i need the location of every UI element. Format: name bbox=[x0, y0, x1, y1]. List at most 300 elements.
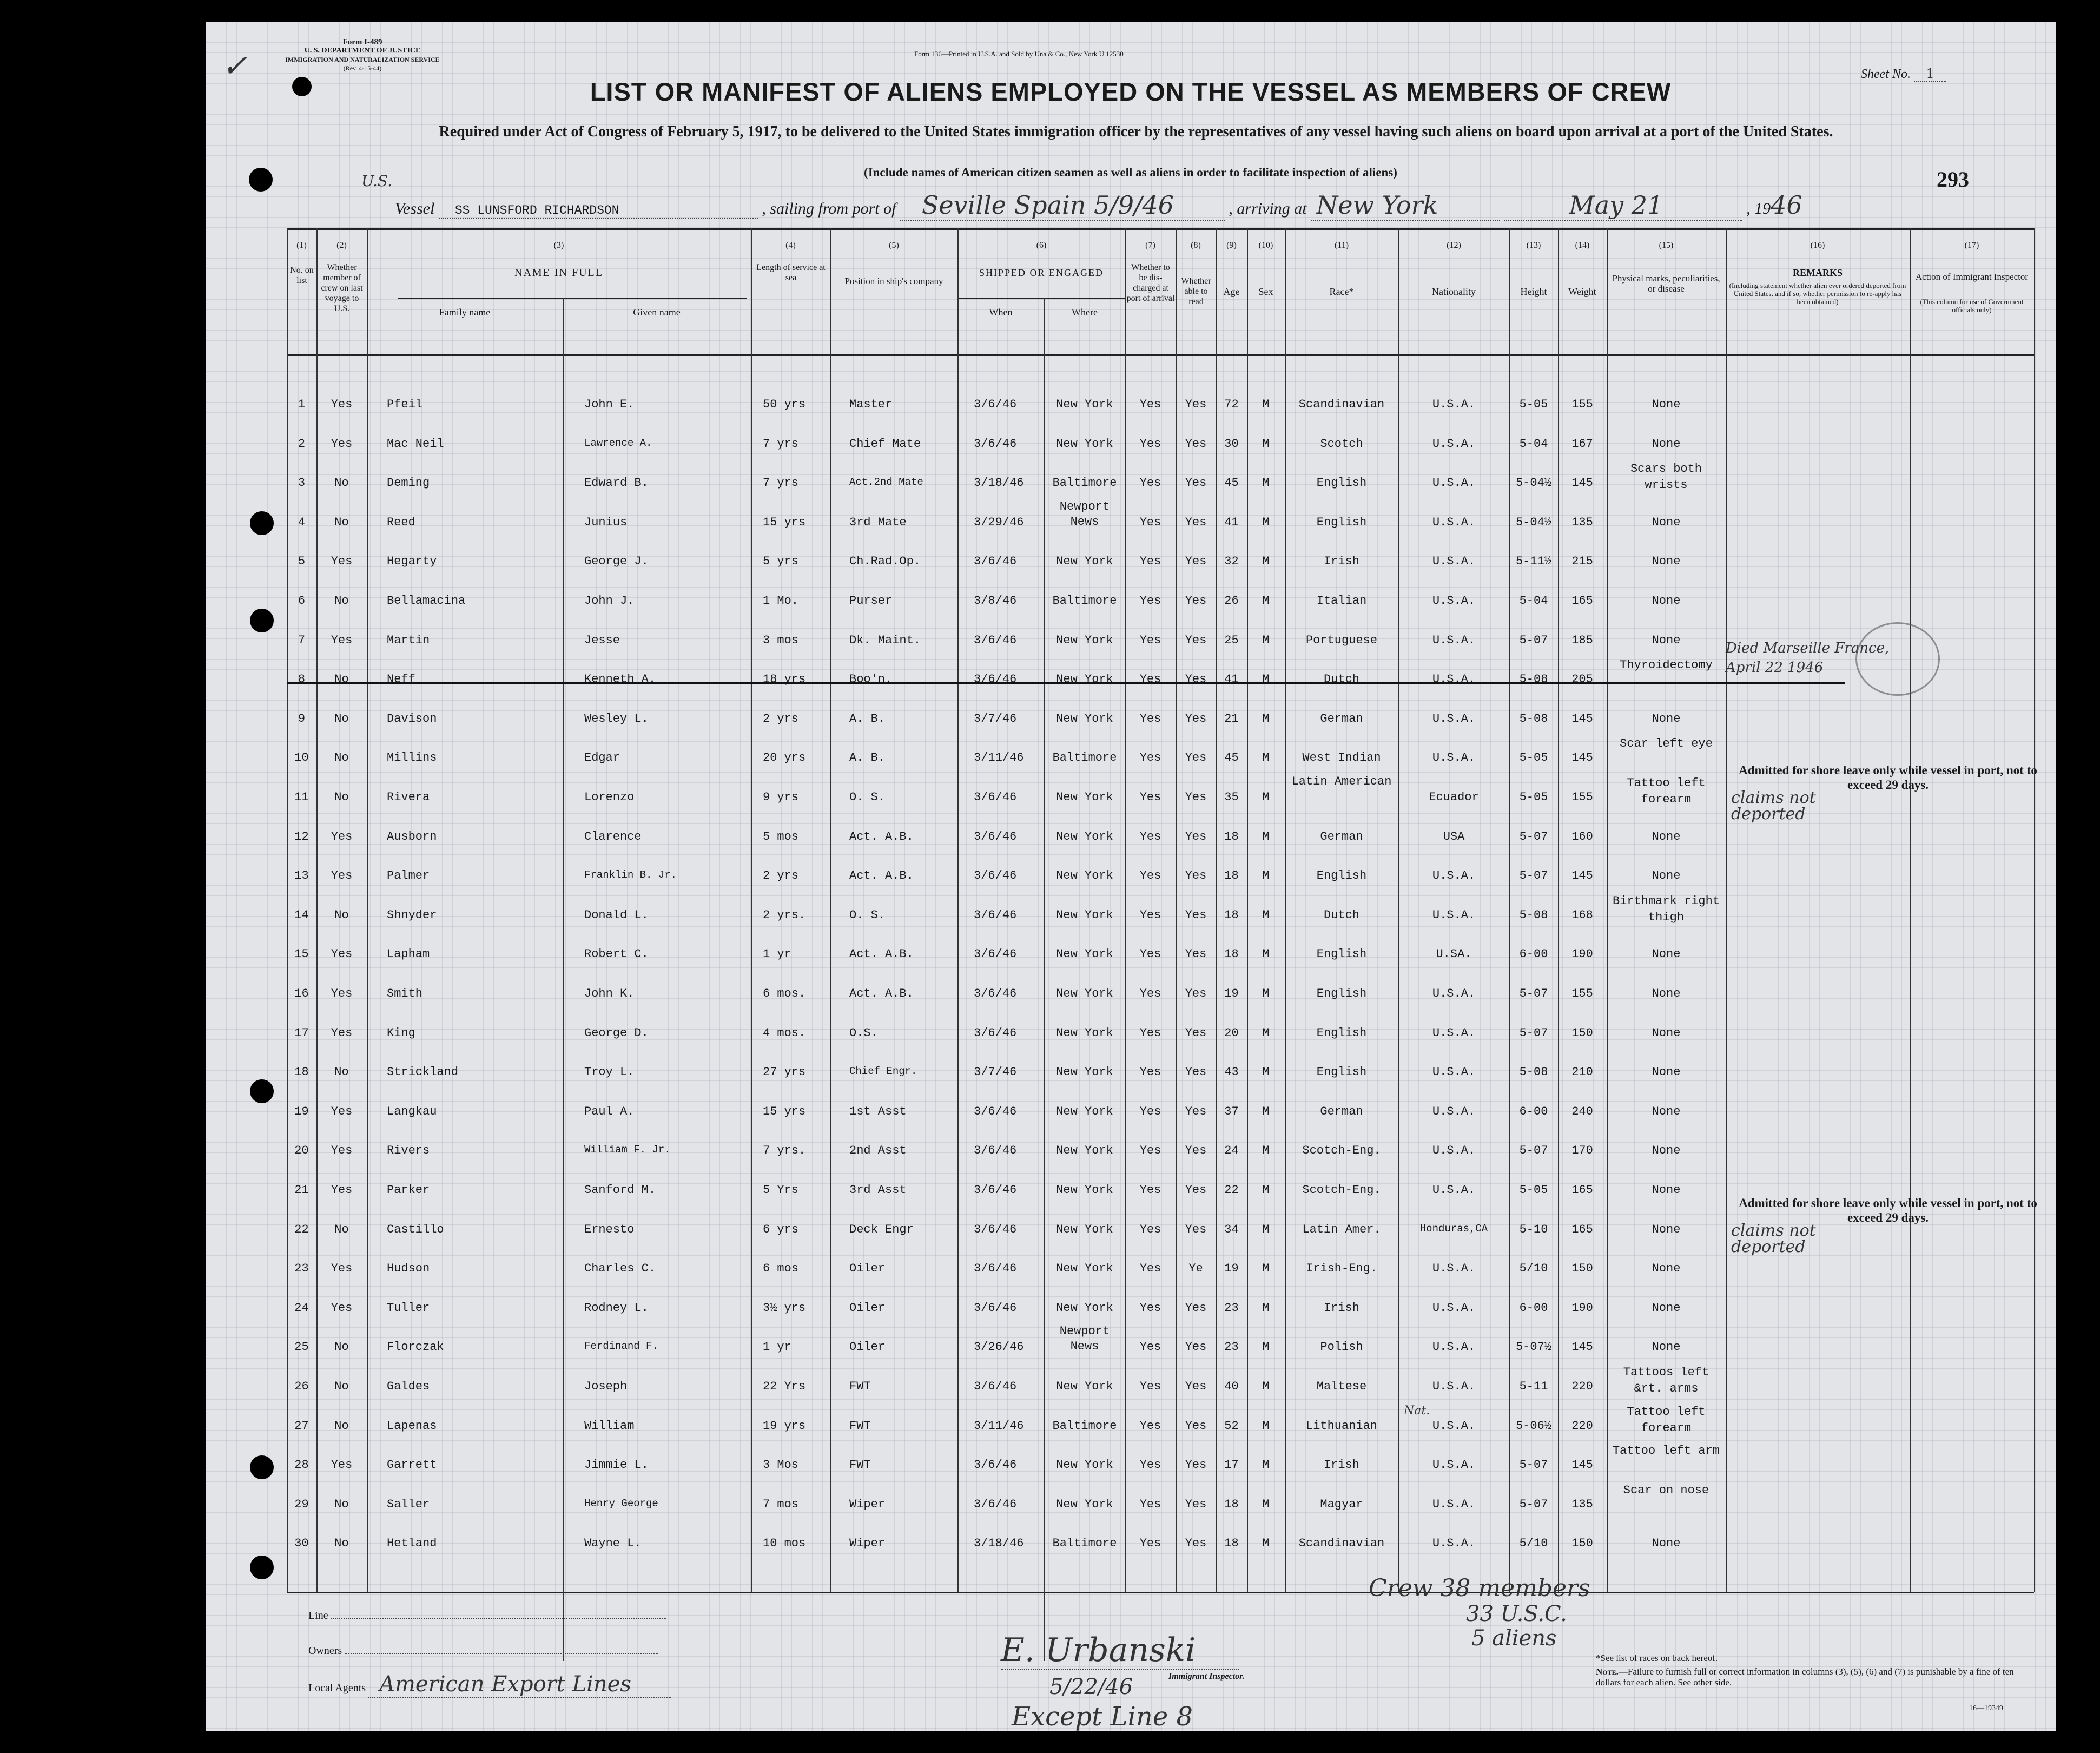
cell-position: Act. A.B. bbox=[849, 947, 914, 961]
cell-race: Irish-Eng. bbox=[1305, 1262, 1378, 1275]
cell-height: 5-05 bbox=[1519, 751, 1548, 765]
cell-marks: None bbox=[1652, 398, 1681, 411]
column-number: (5) bbox=[889, 241, 899, 250]
cell-prior: Yes bbox=[331, 987, 353, 1000]
header-able-to-read: Whether able to read bbox=[1181, 276, 1211, 306]
sailing-label: , sailing from port of bbox=[762, 200, 896, 218]
cell-discharged: Yes bbox=[1139, 476, 1161, 490]
port-from: Seville Spain 5/9/46 bbox=[900, 190, 1225, 221]
cell-marks: Thyroidectomy bbox=[1620, 658, 1713, 672]
cell-when: 3/6/46 bbox=[974, 1183, 1017, 1197]
cell-where: New York bbox=[1056, 1458, 1113, 1472]
owners-blank bbox=[345, 1653, 658, 1654]
cell-sex: M bbox=[1262, 1026, 1270, 1040]
cell-no: 10 bbox=[294, 751, 309, 765]
cell-where: New York bbox=[1056, 1301, 1113, 1315]
cell-read: Yes bbox=[1185, 790, 1207, 804]
cell-family: Bellamacina bbox=[387, 594, 466, 608]
cell-when: 3/6/46 bbox=[974, 1301, 1017, 1315]
cell-position: 1st Asst bbox=[849, 1105, 907, 1118]
cell-no: 9 bbox=[298, 712, 306, 726]
header-remarks-note: (Including statement whether alien ever ordered deported from United States, and if so, whether permission to re-apply has been obtained) bbox=[1729, 281, 1906, 306]
cell-marks: Tattoo left arm bbox=[1612, 1444, 1720, 1458]
cell-weight: 215 bbox=[1571, 555, 1593, 568]
header-discharged: Whether to be dis-charged at port of arrival bbox=[1126, 263, 1175, 303]
cell-sex: M bbox=[1262, 1105, 1270, 1118]
column-number: (3) bbox=[553, 241, 564, 250]
cell-no: 25 bbox=[294, 1340, 309, 1354]
cell-race: Scandinavian bbox=[1298, 1537, 1385, 1550]
cell-height: 5-05 bbox=[1519, 1183, 1548, 1197]
cell-where: Baltimore bbox=[1052, 594, 1117, 608]
cell-position: A. B. bbox=[849, 751, 886, 765]
cell-family: Martin bbox=[387, 634, 430, 647]
header-given-name: Given name bbox=[633, 307, 681, 318]
cell-sex: M bbox=[1262, 476, 1270, 490]
cell-where: New York bbox=[1056, 869, 1113, 882]
cell-read: Yes bbox=[1185, 1340, 1207, 1354]
cell-read: Yes bbox=[1185, 1498, 1207, 1511]
cell-given: Sanford M. bbox=[584, 1183, 656, 1197]
cell-height: 5-04 bbox=[1519, 437, 1548, 451]
cell-when: 3/8/46 bbox=[974, 594, 1017, 608]
cell-where: New York bbox=[1056, 1498, 1113, 1511]
cell-family: Neff bbox=[387, 673, 415, 686]
header-when: When bbox=[989, 307, 1013, 318]
cell-age: 19 bbox=[1224, 987, 1239, 1000]
cell-where: New York bbox=[1056, 555, 1113, 568]
cell-where: New York bbox=[1056, 1065, 1113, 1079]
cell-when: 3/6/46 bbox=[974, 790, 1017, 804]
cell-read: Yes bbox=[1185, 1537, 1207, 1550]
cell-prior: No bbox=[334, 1340, 349, 1354]
cell-age: 45 bbox=[1224, 476, 1239, 490]
cell-sex: M bbox=[1262, 987, 1270, 1000]
cell-sex: M bbox=[1262, 1065, 1270, 1079]
subtitle: Required under Act of Congress of February 5, 1917, to be delivered to the United States immigration officer by the representatives of any vessel having such aliens on board upon arrival at a port of the United States. bbox=[439, 123, 1833, 140]
cell-marks: Tattoos left &rt. arms bbox=[1623, 1366, 1709, 1395]
cell-height: 5-05 bbox=[1519, 790, 1548, 804]
cell-height: 5-05 bbox=[1519, 398, 1548, 411]
remark-row21-hand: claims not deported bbox=[1731, 1221, 1816, 1256]
cell-marks: None bbox=[1652, 1537, 1681, 1550]
header-bottom-rule bbox=[287, 354, 2034, 356]
cell-given: George J. bbox=[584, 555, 649, 568]
cell-given: Troy L. bbox=[584, 1065, 635, 1079]
name-subrule bbox=[398, 298, 747, 299]
cell-nationality: U.S.A. bbox=[1432, 1262, 1476, 1275]
table-row bbox=[206, 431, 2056, 470]
page-title: LIST OR MANIFEST OF ALIENS EMPLOYED ON THE VESSEL AS MEMBERS OF CREW bbox=[590, 77, 1672, 106]
cell-weight: 210 bbox=[1571, 1065, 1593, 1079]
cell-family: Rivera bbox=[387, 790, 430, 804]
cell-when: 3/6/46 bbox=[974, 947, 1017, 961]
cell-family: Parker bbox=[387, 1183, 430, 1197]
cell-race: West Indian bbox=[1302, 751, 1381, 765]
cell-no: 19 bbox=[294, 1105, 309, 1118]
cell-weight: 155 bbox=[1571, 987, 1593, 1000]
cell-read: Yes bbox=[1185, 1065, 1207, 1079]
cell-prior: No bbox=[334, 1498, 349, 1511]
column-number: (4) bbox=[785, 241, 796, 250]
cell-where: New York bbox=[1056, 712, 1113, 726]
cell-weight: 160 bbox=[1571, 830, 1593, 843]
cell-race: Dutch bbox=[1323, 908, 1359, 922]
cell-discharged: Yes bbox=[1139, 1537, 1161, 1550]
cell-read: Yes bbox=[1185, 1183, 1207, 1197]
cell-given: Henry George bbox=[584, 1498, 658, 1510]
cell-position: 3rd Mate bbox=[849, 516, 907, 529]
cell-when: 3/6/46 bbox=[974, 1498, 1017, 1511]
cell-given: William F. Jr. bbox=[584, 1144, 671, 1156]
cell-age: 45 bbox=[1224, 751, 1239, 765]
cell-given: Wayne L. bbox=[584, 1537, 642, 1550]
cell-sex: M bbox=[1262, 1223, 1270, 1236]
year-prefix: , 19 bbox=[1746, 200, 1771, 218]
cell-weight: 135 bbox=[1571, 1498, 1593, 1511]
cell-nationality: U.S.A. bbox=[1432, 1301, 1476, 1315]
remark-row11-hand: claims not deported bbox=[1731, 788, 1816, 823]
cell-sex: M bbox=[1262, 516, 1270, 529]
cell-height: 5-04½ bbox=[1515, 516, 1551, 529]
table-row bbox=[206, 500, 2056, 548]
remark-row21-typed: Admitted for shore leave only while vessel in port, not to exceed 29 days. bbox=[1739, 1196, 2037, 1224]
column-number: (13) bbox=[1526, 241, 1541, 250]
cell-given: Franklin B. Jr. bbox=[584, 869, 677, 881]
cell-prior: No bbox=[334, 476, 349, 490]
header-height: Height bbox=[1520, 286, 1547, 297]
cell-weight: 145 bbox=[1571, 869, 1593, 882]
cell-nationality: U.S.A. bbox=[1432, 594, 1476, 608]
header-inspector-note: (This column for use of Government officials only) bbox=[1920, 298, 2024, 314]
cell-marks: None bbox=[1652, 1223, 1681, 1236]
table-row bbox=[206, 1295, 2056, 1334]
cell-weight: 185 bbox=[1571, 634, 1593, 647]
cell-discharged: Yes bbox=[1139, 1183, 1161, 1197]
cell-prior: No bbox=[334, 1065, 349, 1079]
cell-read: Yes bbox=[1185, 476, 1207, 490]
cell-age: 20 bbox=[1224, 1026, 1239, 1040]
cell-when: 3/6/46 bbox=[974, 908, 1017, 922]
cell-read: Yes bbox=[1185, 947, 1207, 961]
cell-position: O. S. bbox=[849, 908, 886, 922]
cell-height: 5/10 bbox=[1519, 1537, 1548, 1550]
cell-no: 29 bbox=[294, 1498, 309, 1511]
cell-given: Lorenzo bbox=[584, 790, 635, 804]
cell-no: 8 bbox=[298, 673, 306, 686]
cell-given: Paul A. bbox=[584, 1105, 635, 1118]
cell-where: New York bbox=[1056, 1144, 1113, 1157]
header-position: Position in ship's company bbox=[844, 276, 943, 286]
cell-marks: None bbox=[1652, 1065, 1681, 1079]
races-note: *See list of races on back hereof. bbox=[1596, 1653, 1718, 1663]
cell-service: 2 yrs bbox=[763, 712, 799, 726]
cell-nationality: U.S.A. bbox=[1432, 1419, 1476, 1433]
cell-height: 5-07 bbox=[1519, 634, 1548, 647]
table-row bbox=[206, 1444, 2056, 1491]
shipped-subrule bbox=[957, 298, 1125, 299]
column-number: (8) bbox=[1191, 241, 1201, 250]
column-number: (15) bbox=[1659, 241, 1674, 250]
remark-row11-typed: Admitted for shore leave only while vessel in port, not to exceed 29 days. bbox=[1739, 763, 2037, 792]
cell-race: English bbox=[1316, 1065, 1367, 1079]
cell-age: 18 bbox=[1224, 830, 1239, 843]
cell-no: 20 bbox=[294, 1144, 309, 1157]
crew-aliens: 5 aliens bbox=[1471, 1626, 1557, 1651]
note-label: Note. bbox=[1596, 1666, 1619, 1677]
cell-position: Wiper bbox=[849, 1498, 886, 1511]
cell-position: Chief Engr. bbox=[849, 1065, 917, 1077]
inspector-date: 5/22/46 bbox=[1049, 1675, 1133, 1699]
header-family-name: Family name bbox=[439, 307, 491, 318]
cell-given: Wesley L. bbox=[584, 712, 649, 726]
cell-where: Baltimore bbox=[1052, 1537, 1117, 1550]
header-physical-marks: Physical marks, peculiarities, or disease bbox=[1612, 273, 1720, 294]
cell-age: 37 bbox=[1224, 1105, 1239, 1118]
cell-age: 26 bbox=[1224, 594, 1239, 608]
cell-sex: M bbox=[1262, 751, 1270, 765]
cell-nationality: U.S.A. bbox=[1432, 1340, 1476, 1354]
cell-read: Yes bbox=[1185, 398, 1207, 411]
cell-service: 10 mos bbox=[763, 1537, 806, 1550]
cell-no: 13 bbox=[294, 869, 309, 882]
port-to: New York bbox=[1311, 190, 1500, 221]
cell-prior: No bbox=[334, 1419, 349, 1433]
cell-position: Wiper bbox=[849, 1537, 886, 1550]
column-number: (14) bbox=[1575, 241, 1590, 250]
remark-row26-nat: Nat. bbox=[1404, 1404, 1430, 1418]
cell-family: Mac Neil bbox=[387, 437, 444, 451]
cell-position: Act.2nd Mate bbox=[849, 476, 923, 488]
cell-weight: 167 bbox=[1571, 437, 1593, 451]
cell-service: 7 yrs bbox=[763, 476, 799, 490]
cell-given: Kenneth A. bbox=[584, 673, 656, 686]
cell-prior: Yes bbox=[331, 830, 353, 843]
cell-when: 3/6/46 bbox=[974, 1144, 1017, 1157]
cell-prior: No bbox=[334, 1537, 349, 1550]
cell-weight: 150 bbox=[1571, 1537, 1593, 1550]
cell-service: 9 yrs bbox=[763, 790, 799, 804]
cell-marks: None bbox=[1652, 1144, 1681, 1157]
table-row bbox=[206, 862, 2056, 901]
cell-age: 18 bbox=[1224, 908, 1239, 922]
cell-discharged: Yes bbox=[1139, 555, 1161, 568]
cell-height: 5-07 bbox=[1519, 1458, 1548, 1472]
cell-family: Garrett bbox=[387, 1458, 437, 1472]
cell-nationality: U.S.A. bbox=[1432, 634, 1476, 647]
cell-sex: M bbox=[1262, 1262, 1270, 1275]
cell-age: 43 bbox=[1224, 1065, 1239, 1079]
cell-discharged: Yes bbox=[1139, 1223, 1161, 1236]
service: IMMIGRATION AND NATURALIZATION SERVICE bbox=[285, 56, 440, 63]
cell-position: Oiler bbox=[849, 1301, 886, 1315]
cell-service: 19 yrs bbox=[763, 1419, 806, 1433]
cell-when: 3/6/46 bbox=[974, 1105, 1017, 1118]
cell-family: Shnyder bbox=[387, 908, 437, 922]
cell-given: Joseph bbox=[584, 1380, 628, 1393]
cell-sex: M bbox=[1262, 790, 1270, 804]
cell-age: 34 bbox=[1224, 1223, 1239, 1236]
cell-discharged: Yes bbox=[1139, 908, 1161, 922]
cell-position: Chief Mate bbox=[849, 437, 921, 451]
cell-position: Ch.Rad.Op. bbox=[849, 555, 921, 568]
cell-service: 18 yrs bbox=[763, 673, 806, 686]
cell-marks: None bbox=[1652, 594, 1681, 608]
cell-read: Yes bbox=[1185, 1458, 1207, 1472]
header-nationality: Nationality bbox=[1432, 286, 1476, 297]
header-name-in-full: NAME IN FULL bbox=[514, 267, 603, 279]
cell-family: Lapenas bbox=[387, 1419, 437, 1433]
cell-nationality: U.S.A. bbox=[1432, 987, 1476, 1000]
cell-marks: Tattoo left forearm bbox=[1627, 1405, 1706, 1435]
cell-family: Smith bbox=[387, 987, 423, 1000]
cell-no: 15 bbox=[294, 947, 309, 961]
cell-discharged: Yes bbox=[1139, 1498, 1161, 1511]
cell-no: 12 bbox=[294, 830, 309, 843]
cell-read: Yes bbox=[1185, 1026, 1207, 1040]
cell-prior: No bbox=[334, 751, 349, 765]
cell-age: 32 bbox=[1224, 555, 1239, 568]
cell-race: Italian bbox=[1316, 594, 1367, 608]
cell-nationality: U.SA. bbox=[1436, 947, 1472, 961]
cell-race: Maltese bbox=[1316, 1380, 1367, 1393]
cell-service: 4 mos. bbox=[763, 1026, 806, 1040]
cell-read: Yes bbox=[1185, 987, 1207, 1000]
cell-service: 2 yrs. bbox=[763, 908, 806, 922]
cell-position: O.S. bbox=[849, 1026, 878, 1040]
cell-race: Dutch bbox=[1323, 673, 1359, 686]
cell-service: 7 mos bbox=[763, 1498, 799, 1511]
sheet-label: Sheet No. bbox=[1861, 67, 1911, 81]
cell-sex: M bbox=[1262, 1183, 1270, 1197]
cell-race: German bbox=[1320, 830, 1363, 843]
cell-read: Yes bbox=[1185, 1105, 1207, 1118]
cell-prior: Yes bbox=[331, 1183, 353, 1197]
column-number: (7) bbox=[1145, 241, 1155, 250]
cell-position: Dk. Maint. bbox=[849, 634, 921, 647]
cell-discharged: Yes bbox=[1139, 1262, 1161, 1275]
cell-prior: Yes bbox=[331, 1458, 353, 1472]
cell-marks: Birthmark right thigh bbox=[1612, 894, 1720, 924]
cell-prior: No bbox=[334, 908, 349, 922]
cell-nationality: U.S.A. bbox=[1432, 1144, 1476, 1157]
cell-age: 24 bbox=[1224, 1144, 1239, 1157]
cell-prior: No bbox=[334, 516, 349, 529]
cell-nationality: U.S.A. bbox=[1432, 1065, 1476, 1079]
cell-race: Irish bbox=[1323, 1301, 1359, 1315]
cell-nationality: USA bbox=[1443, 830, 1465, 843]
cell-discharged: Yes bbox=[1139, 1340, 1161, 1354]
cell-no: 1 bbox=[298, 398, 306, 411]
cell-weight: 155 bbox=[1571, 790, 1593, 804]
cell-family: Langkau bbox=[387, 1105, 437, 1118]
cell-family: Davison bbox=[387, 712, 437, 726]
cell-discharged: Yes bbox=[1139, 869, 1161, 882]
cell-age: 52 bbox=[1224, 1419, 1239, 1433]
cell-race: Irish bbox=[1323, 555, 1359, 568]
cell-discharged: Yes bbox=[1139, 398, 1161, 411]
cell-service: 15 yrs bbox=[763, 516, 806, 529]
cell-sex: M bbox=[1262, 712, 1270, 726]
cell-nationality: U.S.A. bbox=[1432, 1380, 1476, 1393]
include-note: (Include names of American citizen seamen as well as aliens in order to facilitate inspection of aliens) bbox=[864, 166, 1397, 179]
cell-read: Yes bbox=[1185, 869, 1207, 882]
cell-position: Oiler bbox=[849, 1340, 886, 1354]
cell-given: Robert C. bbox=[584, 947, 649, 961]
except-note: Except Line 8 bbox=[1012, 1702, 1193, 1732]
line-blank bbox=[331, 1618, 666, 1619]
cell-position: FWT bbox=[849, 1458, 871, 1472]
cell-family: Palmer bbox=[387, 869, 430, 882]
cell-height: 5-11½ bbox=[1515, 555, 1551, 568]
cell-no: 2 bbox=[298, 437, 306, 451]
cell-marks: None bbox=[1652, 987, 1681, 1000]
cell-read: Yes bbox=[1185, 1144, 1207, 1157]
cell-marks: None bbox=[1652, 1262, 1681, 1275]
cell-family: Lapham bbox=[387, 947, 430, 961]
header-prior-voyage: Whether member of crew on last voyage to U.S. bbox=[321, 263, 363, 313]
cell-marks: None bbox=[1652, 869, 1681, 882]
cell-nationality: U.S.A. bbox=[1432, 398, 1476, 411]
cell-no: 6 bbox=[298, 594, 306, 608]
cell-no: 7 bbox=[298, 634, 306, 647]
cell-when: 3/6/46 bbox=[974, 555, 1017, 568]
cell-race: English bbox=[1316, 476, 1367, 490]
cell-read: Yes bbox=[1185, 634, 1207, 647]
cell-service: 1 Mo. bbox=[763, 594, 799, 608]
form-code: 16—19349 bbox=[1969, 1704, 2003, 1712]
cell-marks: None bbox=[1652, 634, 1681, 647]
cell-age: 23 bbox=[1224, 1340, 1239, 1354]
cell-discharged: Yes bbox=[1139, 1458, 1161, 1472]
cell-weight: 150 bbox=[1571, 1026, 1593, 1040]
cell-nationality: U.S.A. bbox=[1432, 555, 1476, 568]
header-sex: Sex bbox=[1258, 286, 1273, 297]
cell-race: Lithuanian bbox=[1305, 1419, 1378, 1433]
sheet-no: 1 bbox=[1914, 66, 1946, 82]
cell-given: Jesse bbox=[584, 634, 620, 647]
arrival-date: May 21 bbox=[1504, 190, 1742, 221]
header-no-on-list: No. on list bbox=[290, 266, 314, 285]
cell-marks: Scars both wrists bbox=[1630, 462, 1702, 492]
cell-no: 18 bbox=[294, 1065, 309, 1079]
cell-read: Yes bbox=[1185, 673, 1207, 686]
cell-weight: 220 bbox=[1571, 1419, 1593, 1433]
cell-discharged: Yes bbox=[1139, 1065, 1161, 1079]
cell-when: 3/6/46 bbox=[974, 437, 1017, 451]
vessel-line bbox=[395, 190, 1802, 221]
form-identity bbox=[265, 38, 460, 73]
cell-marks: None bbox=[1652, 1105, 1681, 1118]
header-race: Race* bbox=[1329, 286, 1354, 297]
cell-where: New York bbox=[1056, 634, 1113, 647]
page-stamp: 293 bbox=[1937, 167, 1969, 192]
cell-service: 5 Yrs bbox=[763, 1183, 799, 1197]
cell-nationality: U.S.A. bbox=[1432, 1498, 1476, 1511]
cell-discharged: Yes bbox=[1139, 634, 1161, 647]
cell-weight: 145 bbox=[1571, 476, 1593, 490]
agents-hand: American Export Lines bbox=[368, 1672, 671, 1698]
cell-when: 3/6/46 bbox=[974, 1026, 1017, 1040]
cell-where: New York bbox=[1056, 790, 1113, 804]
table-row bbox=[206, 1530, 2056, 1569]
cell-marks: None bbox=[1652, 1026, 1681, 1040]
cell-sex: M bbox=[1262, 1537, 1270, 1550]
table-row bbox=[206, 1137, 2056, 1176]
table-row bbox=[206, 1255, 2056, 1294]
cell-no: 4 bbox=[298, 516, 306, 529]
cell-given: Ernesto bbox=[584, 1223, 635, 1236]
